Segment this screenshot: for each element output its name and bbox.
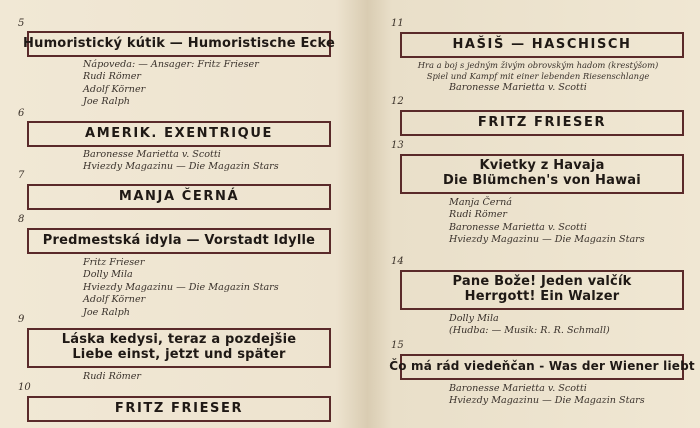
performer-list xyxy=(449,313,610,338)
performer: Adolf Körner xyxy=(83,83,146,95)
performer-list xyxy=(83,371,141,383)
item-title-line-1: Pane Bože! Jeden valčík xyxy=(452,274,632,290)
performer: Hviezdy Magazinu — Die Magazin Stars xyxy=(83,161,279,173)
performer: Manja Černá xyxy=(449,197,512,208)
item-number: 14 xyxy=(391,256,404,267)
item-title-line-1: Láska kedysi, teraz a pozdejšie xyxy=(61,332,297,348)
item-title-box xyxy=(27,121,331,147)
performer: Joe Ralph xyxy=(83,96,130,108)
item-title-box xyxy=(27,396,331,422)
subtitle-line: Hra a boj s jedným živým obrovským hadom (krestýšom) xyxy=(417,60,659,70)
performer: Dolly Mila xyxy=(83,269,133,281)
item-title-box xyxy=(23,31,335,57)
performer: Fritz Frieser xyxy=(83,257,145,268)
item-title-line-1: Kvietky z Havaja xyxy=(479,158,605,174)
item-title: Humoristický kútik — Humoristische Ecke xyxy=(23,35,335,51)
item-title-box xyxy=(27,328,331,368)
item-title-box xyxy=(27,228,331,254)
item-number: 12 xyxy=(391,96,404,107)
item-title-box xyxy=(27,184,331,210)
performer-list xyxy=(449,383,645,408)
item-subtitle xyxy=(393,60,683,81)
item-title: Čo má rád viedeňčan - Was der Wiener liebt xyxy=(389,359,695,374)
performer-list xyxy=(83,257,279,319)
item-number: 13 xyxy=(391,140,404,151)
performer: Adolf Körner xyxy=(83,294,146,306)
item-title: FRITZ FRIESER xyxy=(477,114,607,130)
performer: (Hudba: — Musik: R. R. Schmall) xyxy=(449,325,610,337)
performer: Baronesse Marietta v. Scotti xyxy=(83,149,221,160)
item-number: 15 xyxy=(391,340,404,351)
performer: Baronesse Marietta v. Scotti xyxy=(449,82,587,93)
item-title-box xyxy=(400,154,684,194)
item-title-line-2: Die Blümchen's von Hawai xyxy=(443,173,641,188)
performer: Hviezdy Magazinu — Die Magazin Stars xyxy=(83,281,279,293)
performer: Rudi Römer xyxy=(449,209,508,221)
item-number: 5 xyxy=(18,18,25,29)
subtitle-line: Spiel und Kampf mit einer lebenden Riesenschlange xyxy=(426,70,650,81)
performer: Rudi Römer xyxy=(83,71,142,83)
item-number: 6 xyxy=(18,108,25,119)
performer-list xyxy=(83,59,259,109)
item-title-box xyxy=(400,110,684,136)
item-title-box xyxy=(400,32,684,58)
item-number: 7 xyxy=(18,170,25,181)
performer: Rudi Römer xyxy=(83,371,142,382)
item-title: FRITZ FRIESER xyxy=(114,400,244,416)
performer: Dolly Mila xyxy=(449,313,499,324)
item-number: 8 xyxy=(18,214,25,225)
item-title: MANJA ČERNÁ xyxy=(118,188,240,204)
item-title-box xyxy=(389,354,695,380)
item-number: 11 xyxy=(391,18,404,29)
item-number: 10 xyxy=(18,382,31,393)
item-title: HAŠIŠ — HASCHISCH xyxy=(452,36,632,52)
item-title: AMERIK. EXENTRIQUE xyxy=(85,125,273,141)
performer: Baronesse Marietta v. Scotti xyxy=(449,221,587,233)
performer-list xyxy=(83,149,279,174)
performer: Nápoveda: — Ansager: Fritz Frieser xyxy=(83,59,259,70)
item-title-line-2: Liebe einst, jetzt und später xyxy=(72,347,286,362)
performer: Hviezdy Magazinu — Die Magazin Stars xyxy=(449,234,645,246)
item-title-line-2: Herrgott! Ein Walzer xyxy=(464,289,620,304)
performer: Baronesse Marietta v. Scotti xyxy=(449,383,587,394)
performer-list xyxy=(449,82,587,94)
performer: Joe Ralph xyxy=(83,306,130,318)
item-title: Predmestská idyla — Vorstadt Idylle xyxy=(42,232,316,248)
item-title-box xyxy=(400,270,684,310)
item-number: 9 xyxy=(18,314,25,325)
performer-list xyxy=(449,197,645,247)
performer: Hviezdy Magazinu — Die Magazin Stars xyxy=(449,395,645,407)
